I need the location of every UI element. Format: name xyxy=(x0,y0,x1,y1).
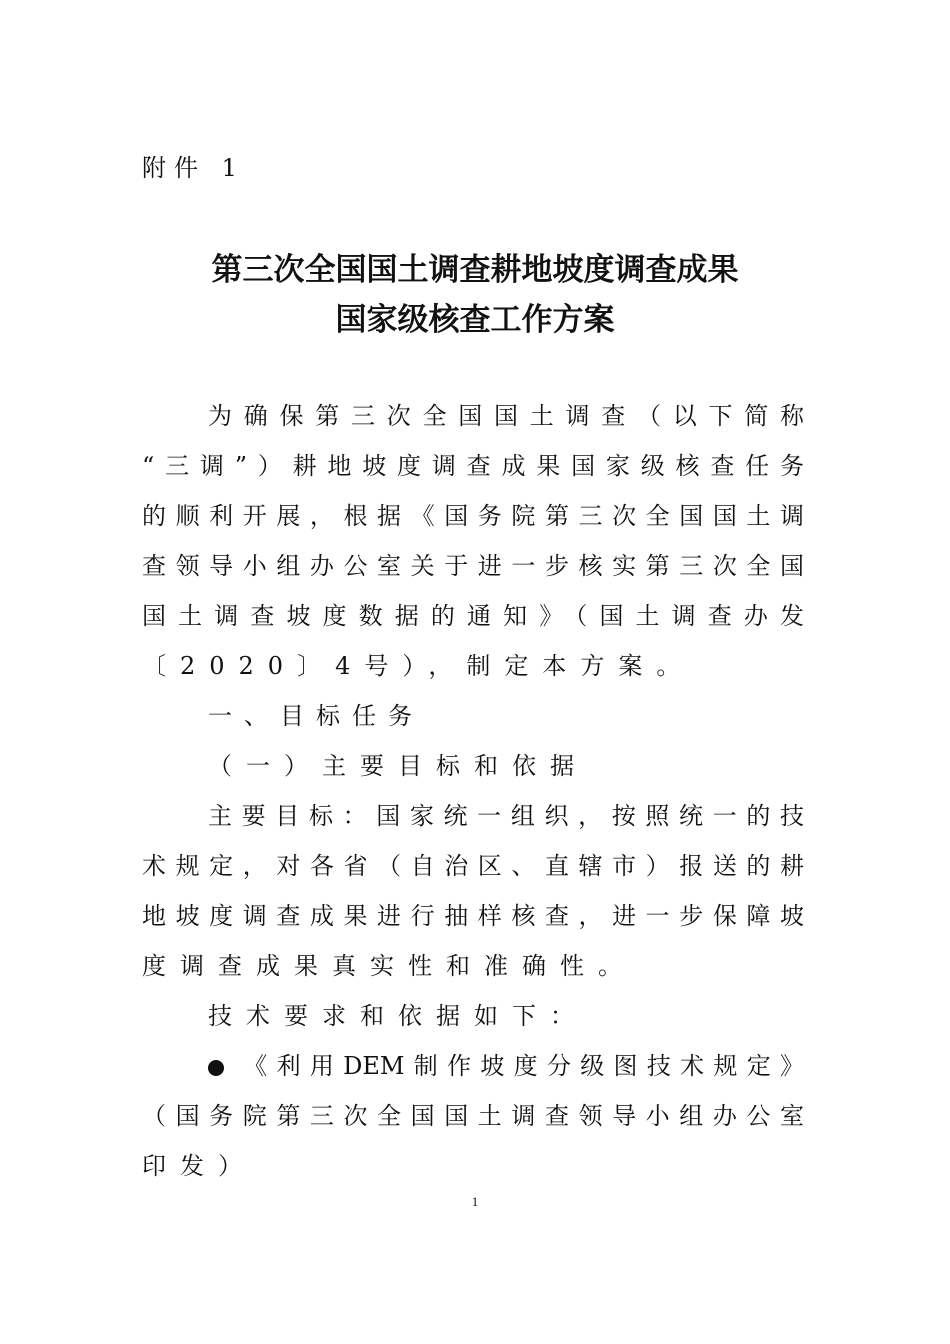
section-heading-goals: 一、目标任务 xyxy=(208,702,424,730)
document-title-line-2: 国家级核查工作方案 xyxy=(335,302,615,338)
bullet-item-line-3: 印发） xyxy=(142,1152,256,1180)
attachment-label: 附件 1 xyxy=(142,154,245,182)
goal-line-4: 度调查成果真实性和准确性。 xyxy=(142,952,636,980)
intro-line-5: 国土调查坡度数据的通知》（国土调查办发 xyxy=(142,602,804,630)
page-number: 1 xyxy=(471,1194,479,1209)
bullet-dot-icon xyxy=(208,1060,224,1076)
bullet-item-text: 《利用DEM制作坡度分级图技术规定》 xyxy=(234,1052,804,1080)
goal-line-3: 地坡度调查成果进行抽样核查，进一步保障坡 xyxy=(142,902,804,930)
goal-line-2: 术规定，对各省（自治区、直辖市）报送的耕 xyxy=(142,852,804,880)
document-title-line-1: 第三次全国国土调查耕地坡度调查成果 xyxy=(211,252,739,288)
subsection-heading-main-goals: （一）主要目标和依据 xyxy=(208,752,588,780)
intro-line-2: “三调”）耕地坡度调查成果国家级核查任务 xyxy=(142,452,804,480)
requirements-intro: 技术要求和依据如下： xyxy=(208,1002,588,1030)
intro-line-4: 查领导小组办公室关于进一步核实第三次全国 xyxy=(142,552,804,580)
intro-line-6: 〔2020〕4号），制定本方案。 xyxy=(142,652,695,680)
bullet-item-line-1 xyxy=(208,1048,804,1084)
bullet-item-line-2: （国务院第三次全国国土调查领导小组办公室 xyxy=(142,1102,804,1130)
intro-line-3: 的顺利开展，根据《国务院第三次全国国土调 xyxy=(142,502,804,530)
intro-line-1: 为确保第三次全国国土调查（以下简称 xyxy=(208,402,804,430)
goal-line-1: 主要目标：国家统一组织，按照统一的技 xyxy=(208,802,804,830)
